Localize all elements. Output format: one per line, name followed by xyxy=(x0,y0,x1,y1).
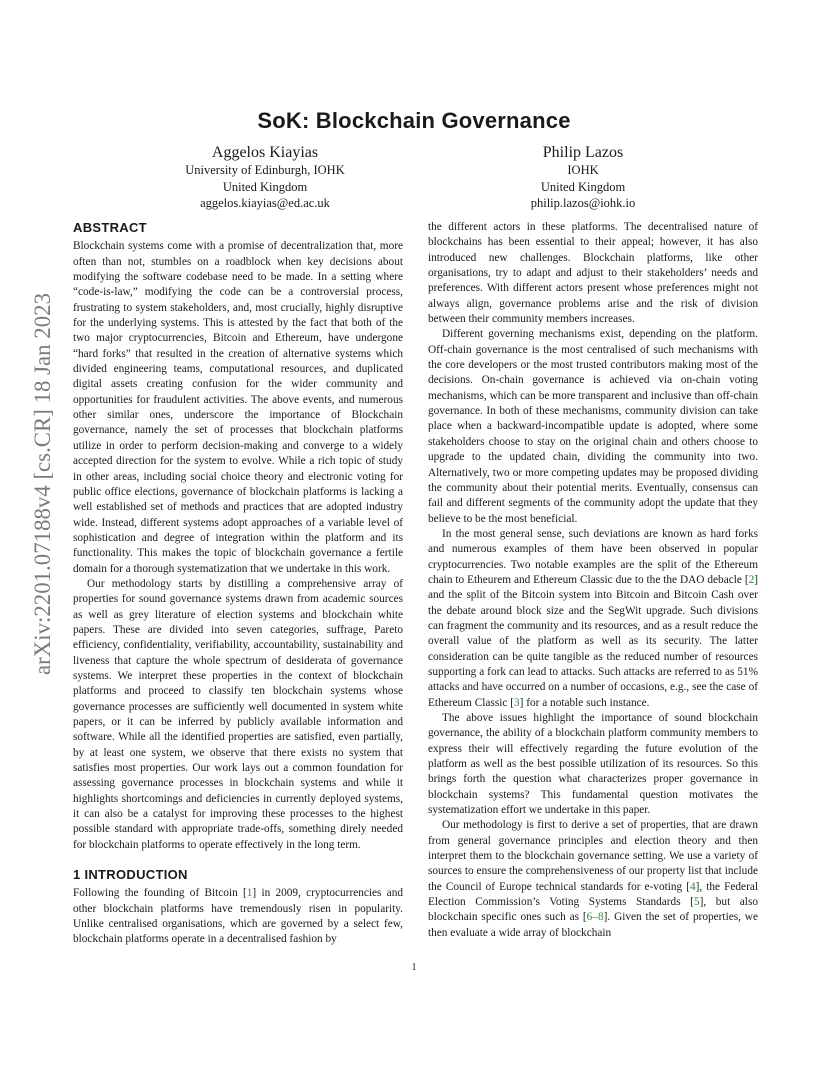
author-affiliation: University of Edinburgh, IOHK xyxy=(185,163,345,177)
citation-link[interactable]: 5 xyxy=(693,896,700,909)
left-column xyxy=(73,220,403,948)
body-paragraph-4: The above issues highlight the importance of sound blockchain governance, the ability of a blockchain platform community members to express their will effectively regarding the future evolution of the platform as well as the best possible utilization of its resources. So this brings forth the question what characterizes proper governance in blockchain systems? This fundamental question motivates the systematization effort we undertake in this paper. xyxy=(428,712,758,817)
author-affiliation: IOHK xyxy=(567,163,599,177)
intro-paragraph-1: Following the founding of Bitcoin [1] in 2009, cryptocurrencies and other blockchain platforms have tremendously risen in popularity. Unlike centralised organisations, which are governed by a select few, blockchain platforms operate in a decentralised fashion by xyxy=(73,887,403,946)
author-country: United Kingdom xyxy=(222,179,308,194)
citation-link[interactable]: 1 xyxy=(246,887,253,900)
author-email: philip.lazos@iohk.io xyxy=(530,196,636,210)
author-block-1 xyxy=(140,143,390,212)
page-number: 1 xyxy=(411,962,417,973)
abstract-heading: ABSTRACT xyxy=(73,220,147,235)
body-paragraph-5: Our methodology is first to derive a set of properties, that are drawn from general governance principles and election theory and then interpret them to the blockchain governance setting. We use a variety of sources to ensure the comprehensiveness of our property list that include the Council of Europe technical standards for e-voting [4], the Federal Election Commission’s Voting Systems Standards [5], but also blockchain specific ones such as [6–8]. Given the set of properties, we then evaluate a wide array of blockchain xyxy=(428,819,758,939)
arxiv-stamp-text: arXiv:2201.07188v4 [cs.CR] 18 Jan 2023 xyxy=(30,282,56,675)
body-paragraph-1: the different actors in these platforms. The decentralised nature of blockchains has been essential to their appeal; however, it has also introduced new challenges. Blockchain platforms, like other organisations, try to adapt and adjust to their stakeholders’ needs and preferences. With different actors present whose preferences might not always align, governance problems arise and the risk of division between their community members increases. xyxy=(428,221,758,326)
author-name: Philip Lazos xyxy=(542,144,624,161)
paper-title: SoK: Blockchain Governance xyxy=(257,108,571,133)
citation-link[interactable]: 2 xyxy=(748,573,755,586)
abstract-paragraph-2: Our methodology starts by distilling a comprehensive array of properties for sound governance systems drawn from academic sources as well as grey literature of election systems and blockchain white papers. These are divided into seven categories, suffrage, Pareto efficiency, confidentiality, verifiability, accountability, sustainability and liveness that capture the whole spectrum of desiderata of governance systems. We interpret these properties in the context of blockchain platforms and proceed to classify ten blockchain systems whose governance processes are sufficiently well documented in system white papers, or it can be inferred by publicly available information and software. While all the identified properties are satisfied, even partially, by at least one system, we observe that there exists no system that satisfies most properties. Our work lays out a common foundation for assessing governance processes in blockchain systems and while it highlights shortcomings and deficiencies in currently deployed systems, it can also be a catalyst for improving these processes to the highest possible standard with appropriate trade-offs, something direly needed for blockchain platforms to operate effectively in the long term. xyxy=(73,577,403,851)
body-paragraph-3: In the most general sense, such deviations are known as hard forks and numerous examples of them have been observed in popular cryptocurrencies. Two notable examples are the split of the Ethereum chain to Etheurem and Ethereum Classic due to the the DAO debacle [2] and the split of the Bitcoin system into Bitcoin and Bitcoin Cash over the debate around block size and the SegWit upgrade. Such divisions can fragment the community and its resources, and as a result reduce the overall value of the platform as well as its security. The latter consideration can be quite tangible as the reduced number of resources supporting a fork can lead to attacks. Such attacks are referred to as 51% attacks and have occurred on a number of occasions, e.g., see the case of Ethereum Classic [3] for a notable such instance. xyxy=(428,527,758,709)
citation-link[interactable]: 4 xyxy=(689,880,696,893)
abstract-paragraph-1: Blockchain systems come with a promise of decentralization that, more often than not, stumbles on a roadblock when key decisions about modifying the software codebase need to be made. In a setting where “code-is-law,” modifying the code can be a controversial process, frustrating to system stakeholders, and, most crucially, highly disruptive for the underlying systems. This is attested by the fact that both of the two major cryptocurrencies, Bitcoin and Ethereum, have undergone “hard forks” that resulted in the creation of alternative systems which divided engineering teams, computational resources, and duplicated digital assets creating confusion for the wider community and opportunities for fraudulent activities. The above events, and numerous other similar ones, underscore the importance of Blockchain governance, namely the set of processes that blockchain platforms utilize in order to perform decision-making and converge to a widely accepted direction for the system to evolve. While a rich topic of study in other areas, including social choice theory and electronic voting for public office elections, governance of blockchain platforms is lacking a well established set of methods and practices that are adopted industry wide. Instead, different systems adopt approaches of a variable level of sophistication and degree of integration within the platform and its functionality. This makes the topic of blockchain governance a fertile domain for a thorough systematization that we undertake in this work. xyxy=(73,240,403,575)
arxiv-side-stamp xyxy=(14,282,64,680)
author-name: Aggelos Kiayias xyxy=(211,144,319,161)
author-block-2 xyxy=(458,143,708,212)
introduction-heading: 1 INTRODUCTION xyxy=(73,867,188,883)
body-paragraph-2: Different governing mechanisms exist, depending on the platform. Off-chain governance is the most centralised of such mechanisms with the core developers or the most trusted contributors making most of the decisions. On-chain governance is achieved via on-chain voting mechanisms, which can be more transparent and inclusive than off-chain governance. In both of these mechanisms, community division can take place when a backward-incompatible update is adopted, where some stakeholders choose to stay on the original chain and others choose to upgrade to the updated chain, dividing the community into two. Alternatively, two or more competing updates may be proposed dividing the community about their potential merits. Eventually, consensus can fail and different segments of the community adopt the update that they believe to be the most beneficial. xyxy=(428,328,758,525)
author-email: aggelos.kiayias@ed.ac.uk xyxy=(200,196,330,210)
citation-link[interactable]: 6–8 xyxy=(586,911,604,924)
author-country: United Kingdom xyxy=(540,179,626,194)
citation-link[interactable]: 3 xyxy=(513,696,520,709)
right-column xyxy=(428,220,758,941)
